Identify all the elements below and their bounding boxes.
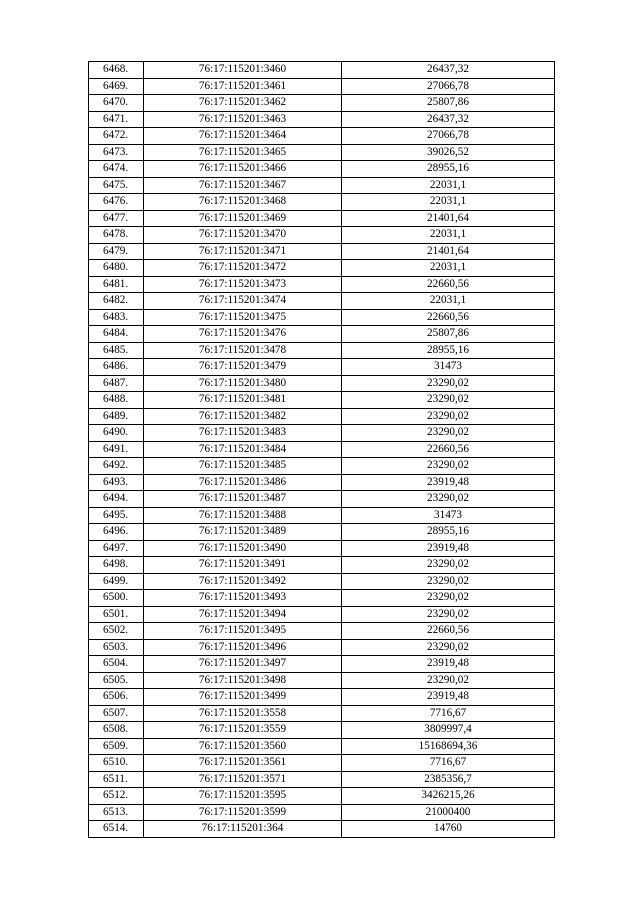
table-body	[89, 62, 555, 838]
cadastral-value-cell: 7716,67	[342, 705, 555, 722]
cadastral-number-cell: 76:17:115201:3470	[144, 227, 342, 244]
row-number-cell: 6497.	[89, 540, 144, 557]
cadastral-value-cell: 21000400	[342, 804, 555, 821]
cadastral-value-cell: 27066,78	[342, 78, 555, 95]
cadastral-value-cell: 14760	[342, 821, 555, 838]
cadastral-value-cell: 23290,02	[342, 458, 555, 475]
row-number-cell: 6508.	[89, 722, 144, 739]
row-number-cell: 6492.	[89, 458, 144, 475]
table-row	[89, 639, 555, 656]
row-number-cell: 6513.	[89, 804, 144, 821]
cadastral-number-cell: 76:17:115201:3467	[144, 177, 342, 194]
cadastral-number-cell: 76:17:115201:3474	[144, 293, 342, 310]
cadastral-value-cell: 28955,16	[342, 161, 555, 178]
table-row	[89, 491, 555, 508]
table-row	[89, 557, 555, 574]
row-number-cell: 6485.	[89, 342, 144, 359]
cadastral-number-cell: 76:17:115201:3463	[144, 111, 342, 128]
row-number-cell: 6472.	[89, 128, 144, 145]
row-number-cell: 6470.	[89, 95, 144, 112]
table-row	[89, 474, 555, 491]
cadastral-number-cell: 76:17:115201:3492	[144, 573, 342, 590]
cadastral-value-cell: 22660,56	[342, 623, 555, 640]
cadastral-number-cell: 76:17:115201:3595	[144, 788, 342, 805]
table-row	[89, 606, 555, 623]
cadastral-value-cell: 23290,02	[342, 557, 555, 574]
cadastral-number-cell: 76:17:115201:364	[144, 821, 342, 838]
cadastral-value-cell: 22031,1	[342, 293, 555, 310]
cadastral-number-cell: 76:17:115201:3473	[144, 276, 342, 293]
row-number-cell: 6504.	[89, 656, 144, 673]
cadastral-value-cell: 23919,48	[342, 656, 555, 673]
cadastral-number-cell: 76:17:115201:3494	[144, 606, 342, 623]
table-row	[89, 359, 555, 376]
row-number-cell: 6484.	[89, 326, 144, 343]
cadastral-number-cell: 76:17:115201:3487	[144, 491, 342, 508]
table-row	[89, 425, 555, 442]
cadastral-number-cell: 76:17:115201:3558	[144, 705, 342, 722]
row-number-cell: 6505.	[89, 672, 144, 689]
cadastral-value-cell: 23290,02	[342, 672, 555, 689]
table-row	[89, 722, 555, 739]
cadastral-value-cell: 22031,1	[342, 177, 555, 194]
row-number-cell: 6474.	[89, 161, 144, 178]
table-row	[89, 408, 555, 425]
table-row	[89, 144, 555, 161]
cadastral-number-cell: 76:17:115201:3499	[144, 689, 342, 706]
cadastral-value-cell: 21401,64	[342, 243, 555, 260]
cadastral-number-cell: 76:17:115201:3479	[144, 359, 342, 376]
table-row	[89, 540, 555, 557]
cadastral-number-cell: 76:17:115201:3481	[144, 392, 342, 409]
table-row	[89, 194, 555, 211]
row-number-cell: 6512.	[89, 788, 144, 805]
row-number-cell: 6510.	[89, 755, 144, 772]
cadastral-value-cell: 23290,02	[342, 606, 555, 623]
cadastral-number-cell: 76:17:115201:3493	[144, 590, 342, 607]
table-row	[89, 62, 555, 79]
cadastral-number-cell: 76:17:115201:3486	[144, 474, 342, 491]
table-row	[89, 243, 555, 260]
row-number-cell: 6480.	[89, 260, 144, 277]
cadastral-value-cell: 22031,1	[342, 194, 555, 211]
row-number-cell: 6503.	[89, 639, 144, 656]
row-number-cell: 6501.	[89, 606, 144, 623]
table-row	[89, 623, 555, 640]
table-row	[89, 326, 555, 343]
cadastral-value-cell: 25807,86	[342, 95, 555, 112]
table-row	[89, 672, 555, 689]
row-number-cell: 6481.	[89, 276, 144, 293]
cadastral-value-cell: 28955,16	[342, 342, 555, 359]
table-row	[89, 95, 555, 112]
row-number-cell: 6483.	[89, 309, 144, 326]
cadastral-value-cell: 39026,52	[342, 144, 555, 161]
cadastral-value-cell: 23290,02	[342, 573, 555, 590]
cadastral-value-cell: 23919,48	[342, 474, 555, 491]
row-number-cell: 6496.	[89, 524, 144, 541]
row-number-cell: 6478.	[89, 227, 144, 244]
table-row	[89, 293, 555, 310]
cadastral-number-cell: 76:17:115201:3599	[144, 804, 342, 821]
table-row	[89, 524, 555, 541]
row-number-cell: 6490.	[89, 425, 144, 442]
row-number-cell: 6494.	[89, 491, 144, 508]
cadastral-value-cell: 2385356,7	[342, 771, 555, 788]
row-number-cell: 6477.	[89, 210, 144, 227]
cadastral-value-cell: 23290,02	[342, 491, 555, 508]
cadastral-value-cell: 3426215,26	[342, 788, 555, 805]
row-number-cell: 6475.	[89, 177, 144, 194]
table-row	[89, 260, 555, 277]
table-row	[89, 276, 555, 293]
row-number-cell: 6469.	[89, 78, 144, 95]
cadastral-number-cell: 76:17:115201:3482	[144, 408, 342, 425]
row-number-cell: 6498.	[89, 557, 144, 574]
table-row	[89, 705, 555, 722]
table-row	[89, 342, 555, 359]
cadastral-value-cell: 26437,32	[342, 62, 555, 79]
cadastral-number-cell: 76:17:115201:3478	[144, 342, 342, 359]
cadastral-value-cell: 22031,1	[342, 260, 555, 277]
row-number-cell: 6488.	[89, 392, 144, 409]
table-row	[89, 78, 555, 95]
cadastral-number-cell: 76:17:115201:3462	[144, 95, 342, 112]
cadastral-value-cell: 31473	[342, 359, 555, 376]
cadastral-value-cell: 7716,67	[342, 755, 555, 772]
cadastral-value-cell: 23919,48	[342, 689, 555, 706]
row-number-cell: 6487.	[89, 375, 144, 392]
row-number-cell: 6489.	[89, 408, 144, 425]
cadastral-value-cell: 22660,56	[342, 276, 555, 293]
cadastral-number-cell: 76:17:115201:3468	[144, 194, 342, 211]
table-row	[89, 656, 555, 673]
cadastral-number-cell: 76:17:115201:3571	[144, 771, 342, 788]
table-row	[89, 375, 555, 392]
table-row	[89, 738, 555, 755]
cadastral-value-cell: 15168694,36	[342, 738, 555, 755]
table-row	[89, 590, 555, 607]
cadastral-value-cell: 22031,1	[342, 227, 555, 244]
row-number-cell: 6502.	[89, 623, 144, 640]
row-number-cell: 6511.	[89, 771, 144, 788]
cadastral-number-cell: 76:17:115201:3464	[144, 128, 342, 145]
cadastral-number-cell: 76:17:115201:3496	[144, 639, 342, 656]
table-row	[89, 788, 555, 805]
row-number-cell: 6499.	[89, 573, 144, 590]
cadastral-number-cell: 76:17:115201:3466	[144, 161, 342, 178]
cadastral-number-cell: 76:17:115201:3488	[144, 507, 342, 524]
row-number-cell: 6493.	[89, 474, 144, 491]
table-row	[89, 573, 555, 590]
cadastral-number-cell: 76:17:115201:3480	[144, 375, 342, 392]
table-row	[89, 441, 555, 458]
cadastral-number-cell: 76:17:115201:3561	[144, 755, 342, 772]
table-row	[89, 111, 555, 128]
table-row	[89, 689, 555, 706]
table-row	[89, 309, 555, 326]
cadastral-number-cell: 76:17:115201:3560	[144, 738, 342, 755]
table-row	[89, 507, 555, 524]
table-row	[89, 771, 555, 788]
cadastral-value-table	[88, 61, 555, 838]
table-row	[89, 821, 555, 838]
cadastral-number-cell: 76:17:115201:3471	[144, 243, 342, 260]
cadastral-value-cell: 21401,64	[342, 210, 555, 227]
row-number-cell: 6476.	[89, 194, 144, 211]
row-number-cell: 6507.	[89, 705, 144, 722]
cadastral-value-cell: 23290,02	[342, 375, 555, 392]
table-row	[89, 804, 555, 821]
row-number-cell: 6479.	[89, 243, 144, 260]
cadastral-value-cell: 27066,78	[342, 128, 555, 145]
cadastral-value-cell: 23919,48	[342, 540, 555, 557]
cadastral-value-cell: 25807,86	[342, 326, 555, 343]
cadastral-number-cell: 76:17:115201:3483	[144, 425, 342, 442]
table-row	[89, 128, 555, 145]
cadastral-number-cell: 76:17:115201:3475	[144, 309, 342, 326]
cadastral-value-cell: 31473	[342, 507, 555, 524]
table-row	[89, 227, 555, 244]
row-number-cell: 6486.	[89, 359, 144, 376]
cadastral-value-cell: 23290,02	[342, 408, 555, 425]
row-number-cell: 6473.	[89, 144, 144, 161]
row-number-cell: 6468.	[89, 62, 144, 79]
cadastral-value-cell: 22660,56	[342, 441, 555, 458]
table-row	[89, 458, 555, 475]
table-row	[89, 161, 555, 178]
row-number-cell: 6514.	[89, 821, 144, 838]
cadastral-number-cell: 76:17:115201:3498	[144, 672, 342, 689]
cadastral-number-cell: 76:17:115201:3476	[144, 326, 342, 343]
cadastral-number-cell: 76:17:115201:3469	[144, 210, 342, 227]
table-row	[89, 755, 555, 772]
table-row	[89, 392, 555, 409]
cadastral-value-cell: 23290,02	[342, 425, 555, 442]
row-number-cell: 6500.	[89, 590, 144, 607]
cadastral-number-cell: 76:17:115201:3489	[144, 524, 342, 541]
row-number-cell: 6495.	[89, 507, 144, 524]
cadastral-value-cell: 28955,16	[342, 524, 555, 541]
cadastral-number-cell: 76:17:115201:3465	[144, 144, 342, 161]
table-row	[89, 210, 555, 227]
cadastral-number-cell: 76:17:115201:3491	[144, 557, 342, 574]
cadastral-value-cell: 23290,02	[342, 639, 555, 656]
cadastral-number-cell: 76:17:115201:3497	[144, 656, 342, 673]
cadastral-value-cell: 22660,56	[342, 309, 555, 326]
cadastral-number-cell: 76:17:115201:3461	[144, 78, 342, 95]
row-number-cell: 6506.	[89, 689, 144, 706]
table-row	[89, 177, 555, 194]
cadastral-value-cell: 23290,02	[342, 590, 555, 607]
row-number-cell: 6482.	[89, 293, 144, 310]
cadastral-value-cell: 26437,32	[342, 111, 555, 128]
cadastral-number-cell: 76:17:115201:3460	[144, 62, 342, 79]
cadastral-value-cell: 23290,02	[342, 392, 555, 409]
cadastral-value-cell: 3809997,4	[342, 722, 555, 739]
cadastral-number-cell: 76:17:115201:3490	[144, 540, 342, 557]
cadastral-number-cell: 76:17:115201:3559	[144, 722, 342, 739]
cadastral-number-cell: 76:17:115201:3472	[144, 260, 342, 277]
row-number-cell: 6491.	[89, 441, 144, 458]
cadastral-number-cell: 76:17:115201:3495	[144, 623, 342, 640]
cadastral-number-cell: 76:17:115201:3484	[144, 441, 342, 458]
cadastral-number-cell: 76:17:115201:3485	[144, 458, 342, 475]
row-number-cell: 6471.	[89, 111, 144, 128]
row-number-cell: 6509.	[89, 738, 144, 755]
